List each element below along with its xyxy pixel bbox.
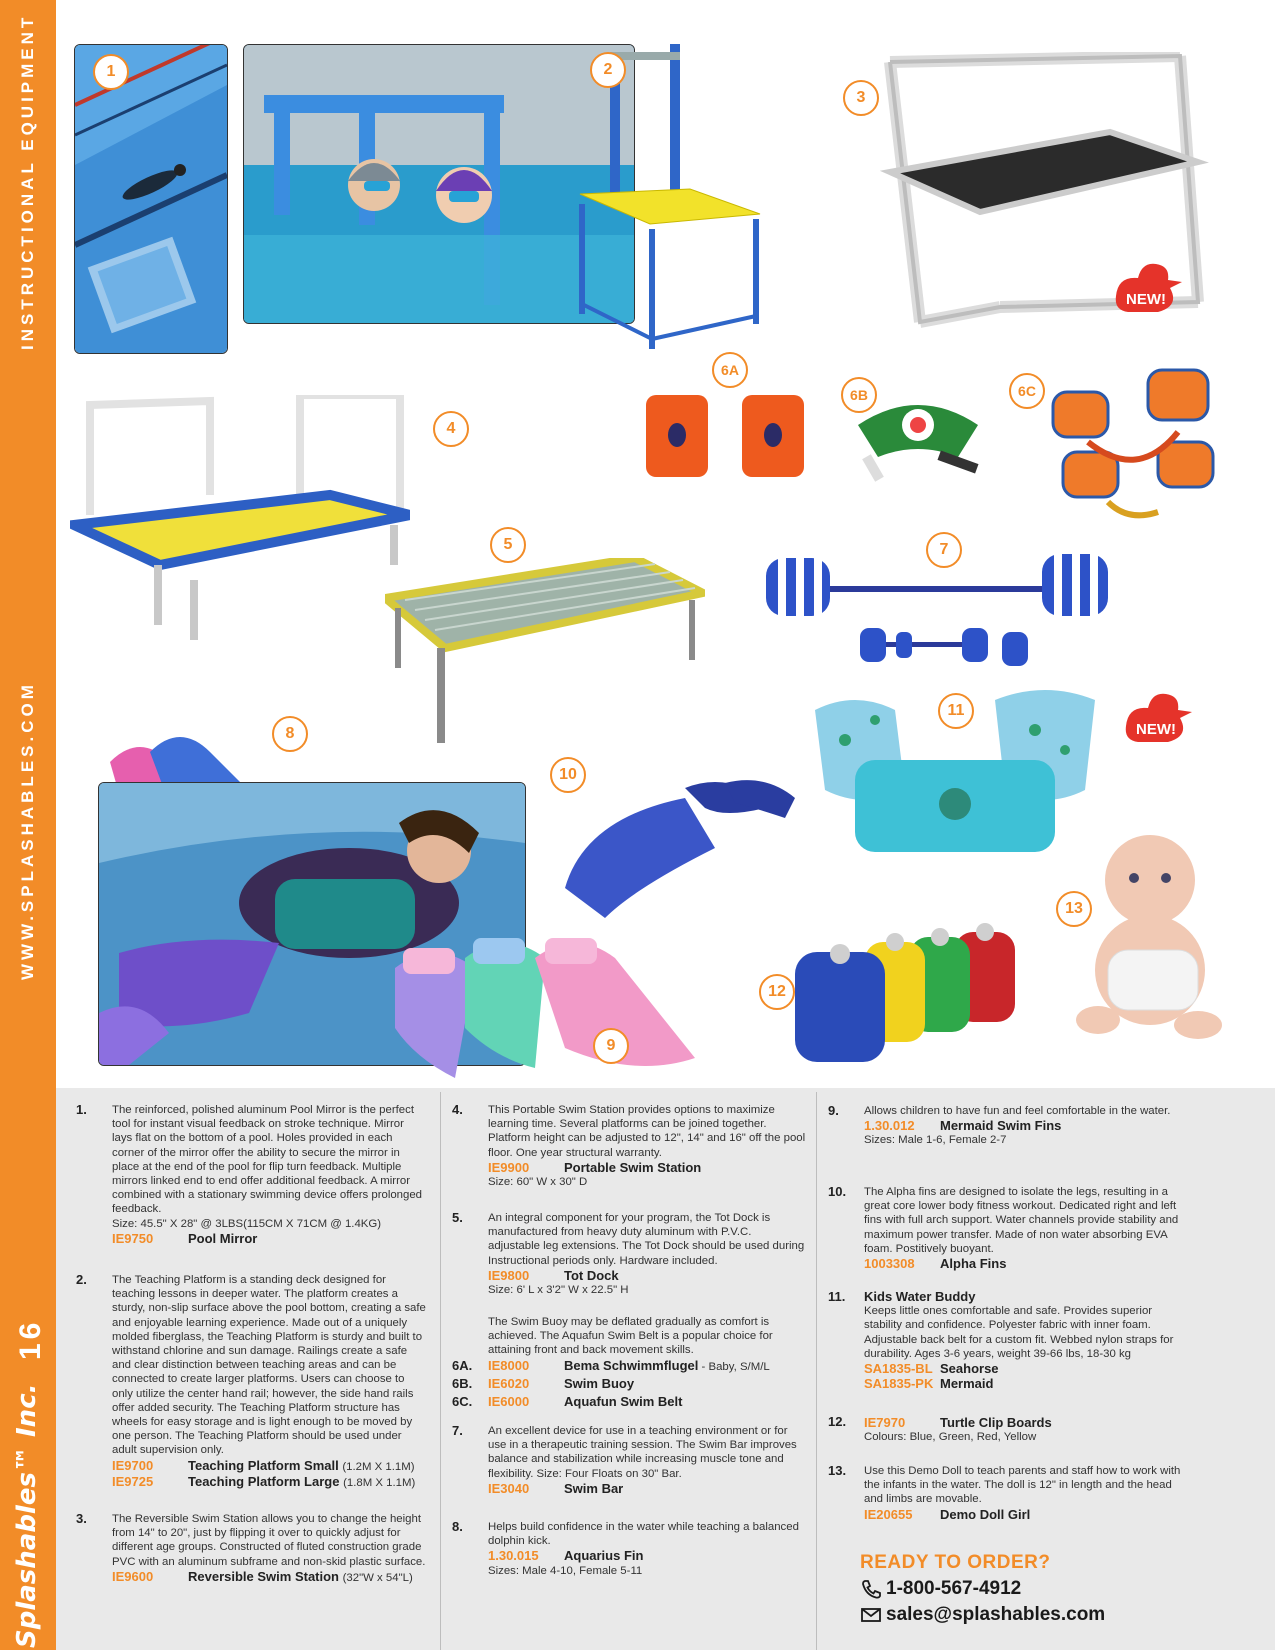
section-title: INSTRUCTIONAL EQUIPMENT (18, 13, 37, 350)
badge-2: 2 (590, 52, 626, 88)
item-title: Kids Water Buddy (864, 1289, 976, 1304)
item-description: Use this Demo Doll to teach parents and staff how to work with the infants in the water. The doll is 12" in length and the head and limbs are movable. (864, 1465, 1181, 1506)
item-number: 5. (452, 1210, 463, 1225)
product-sizes: - Baby, S/M/L (698, 1360, 770, 1373)
product-code: IE9600 (112, 1568, 154, 1584)
item-5 (452, 1211, 806, 1297)
badge-5: 5 (490, 527, 526, 563)
badge-6b: 6B (841, 377, 877, 413)
item-number: 12. (828, 1414, 847, 1429)
product-name: Teaching Platform Large (188, 1473, 340, 1489)
product-code: IE9700 (112, 1457, 154, 1473)
item-description: Helps build confidence in the water while teaching a balanced dolphin kick. (488, 1521, 799, 1548)
product-code: 1.30.012 (864, 1118, 915, 1134)
product-name: Swim Buoy (564, 1375, 635, 1391)
product-name: Reversible Swim Station (188, 1568, 339, 1584)
item-description: An integral component for your program, the Tot Dock is manufactured from heavy duty aluminum with P.V.C. adjustable leg extensions. The Tot Dock should be used during Instructional periods only. Hardware included. (488, 1212, 805, 1267)
item-number: 2. (76, 1272, 87, 1287)
product-code: SA1835-PK (864, 1376, 934, 1392)
badge-6a: 6A (712, 352, 748, 388)
item-description: This Portable Swim Station provides options to maximize learning time. Several platforms can be joined together. Platform height can be adjusted to 12", 14" and 16" off the pool floor. One year structural warranty. (488, 1104, 806, 1159)
order-email[interactable] (860, 1604, 1105, 1626)
product-dimensions: (32"W x 54"L) (342, 1571, 413, 1584)
item-number: 8. (452, 1519, 463, 1534)
new-label: NEW! (1136, 721, 1176, 738)
bema-schwimmflugel-image (644, 385, 814, 485)
item-4 (452, 1103, 806, 1189)
order-heading: READY TO ORDER? (860, 1552, 1051, 1573)
item-size: Sizes: Male 4-10, Female 5-11 (488, 1564, 643, 1577)
product-name: Mermaid (940, 1376, 994, 1392)
item-7 (452, 1424, 806, 1496)
badge-9: 9 (593, 1028, 629, 1064)
product-code: IE9750 (112, 1230, 154, 1246)
item-description: The reinforced, polished aluminum Pool Mirror is the perfect tool for instant visual feedback on stroke technique. Mirror lays flat on the bottom of a pool. Holes provided in each corner of the mirror offer the ability to secure the mirror in place at the end of the pool for flip turn feedback. Multiple mirrors linked end to end offer additional feedback. A mirror combined with a stationary swimming device offers prolonged feedback. (112, 1104, 423, 1216)
item-size: Sizes: Male 1-6, Female 2-7 (864, 1134, 1007, 1147)
product-code: 1.30.015 (488, 1548, 539, 1564)
item-number: 9. (828, 1103, 839, 1118)
badge-3: 3 (843, 80, 879, 116)
badge-1: 1 (93, 54, 129, 90)
product-code: 1003308 (864, 1256, 915, 1272)
website-link[interactable]: WWW.SPLASHABLES.COM (18, 681, 37, 980)
item-size: Size: 45.5" X 28" @ 3LBS(115CM X 71CM @ 1.4KG) (112, 1217, 382, 1230)
aquafun-swim-belt-image (1048, 362, 1226, 524)
item-number: 13. (828, 1463, 847, 1478)
item-size: Size: 60" W x 30" D (488, 1176, 588, 1189)
product-code: SA1835-BL (864, 1361, 933, 1377)
portable-swim-station-image (70, 395, 410, 645)
item-number: 7. (452, 1423, 463, 1438)
item-1 (76, 1103, 426, 1246)
product-code: IE9725 (112, 1473, 154, 1489)
ready-to-order (860, 1552, 1105, 1626)
product-name: Swim Bar (564, 1480, 624, 1496)
product-name: Aquafun Swim Belt (564, 1393, 683, 1409)
new-duck-icon (1118, 684, 1198, 746)
badge-11: 11 (938, 693, 974, 729)
item-number: 11. (828, 1289, 846, 1304)
product-code: IE8000 (488, 1357, 530, 1373)
item-number: 6B. (452, 1375, 473, 1391)
product-name: Aquarius Fin (564, 1548, 644, 1564)
badge-12: 12 (759, 974, 795, 1010)
product-code: IE9800 (488, 1267, 530, 1283)
product-name: Pool Mirror (188, 1230, 258, 1246)
product-dimensions: (1.8M X 1.1M) (343, 1476, 416, 1489)
email-address[interactable]: sales@splashables.com (886, 1604, 1106, 1625)
item-description: Keeps little ones comfortable and safe. Provides superior stability and confidence. Polyester fabric with inner foam. Adjustable back belt for a custom fit. Webbed nylon straps for durability. Ages 3-6 years, weight 39-66 lbs, 18-30 kg (864, 1305, 1174, 1360)
page-number: 16 (14, 1318, 47, 1360)
product-name: Bema Schwimmflugel (564, 1357, 699, 1373)
badge-8: 8 (272, 716, 308, 752)
item-11 (828, 1290, 1188, 1391)
demo-doll-image (1068, 830, 1228, 1050)
pool-mirror-photo (74, 44, 228, 354)
alpha-fins-image (565, 778, 795, 918)
product-code: IE7970 (864, 1415, 906, 1430)
item-10 (828, 1185, 1188, 1271)
item-9 (828, 1104, 1188, 1148)
item-number: 6C. (452, 1393, 473, 1409)
item-3 (76, 1512, 426, 1585)
product-code: IE20655 (864, 1506, 913, 1522)
product-name: Turtle Clip Boards (940, 1415, 1052, 1430)
product-name: Alpha Fins (940, 1256, 1007, 1272)
item-13 (828, 1464, 1188, 1522)
product-code: IE3040 (488, 1480, 530, 1496)
product-name: Teaching Platform Small (188, 1457, 339, 1473)
product-name: Mermaid Swim Fins (940, 1118, 1062, 1134)
email-icon (860, 1605, 882, 1625)
product-code: IE9900 (488, 1159, 530, 1175)
product-name: Seahorse (940, 1361, 999, 1377)
product-dimensions: (1.2M X 1.1M) (342, 1460, 415, 1473)
product-name: Tot Dock (564, 1267, 619, 1283)
order-phone[interactable] (860, 1578, 1105, 1600)
column-divider (440, 1092, 441, 1650)
new-label: NEW! (1126, 291, 1166, 308)
product-name: Demo Doll Girl (940, 1506, 1031, 1522)
new-duck-icon (1108, 254, 1188, 316)
badge-7: 7 (926, 532, 962, 568)
item-description: Allows children to have fun and feel comfortable in the water. (864, 1105, 1171, 1117)
item-description: The Reversible Swim Station allows you to change the height from 14" to 20", just by flipping it over to quickly adjust for different age groups. Constructed of fluted construction grade PVC with an aluminum subframe and non-skid plastic surface. (112, 1513, 426, 1568)
item-description: An excellent device for use in a teaching environment or for use in a therapeutic training session. The Swim Bar improves balance and stabilization while increasing muscle tone and flexibility. Size: Four Floats on 30" Bar. (488, 1425, 797, 1480)
item-number: 1. (76, 1102, 87, 1117)
item-colours: Colours: Blue, Green, Red, Yellow (864, 1431, 1037, 1444)
item-size: Size: 6' L x 3'2" W x 22.5" H (488, 1284, 629, 1297)
badge-4: 4 (433, 411, 469, 447)
column-divider (816, 1092, 817, 1650)
product-code: IE6020 (488, 1375, 530, 1391)
turtle-clip-boards-image (795, 912, 1025, 1062)
badge-6c: 6C (1009, 373, 1045, 409)
item-description: The Teaching Platform is a standing deck designed for teaching lessons in deeper water. The platform creates a sturdy, non-slip surface above the pool bottom, creating a safe and enjoyable learning experience. Made out of a uniquely molded fiberglass, the Teaching Platform is sturdy and built to withstand chlorine and sun damage. Railings create a safe and clear distinction between teaching areas and can be connected to create larger platforms. Users can choose to only utilize the center hand rail; however, the side hand rails offer added security. The Teaching Platform structure has wheels for easy storage and is light enough to be moved by one person. The Teaching Platform should be used under adult supervision only. (112, 1274, 426, 1457)
item-description: The Alpha fins are designed to isolate the legs, resulting in a great core lower body fitness workout. Dedicated right and left fins with full arch support. Water channels provide stability and maximum power transfer. Made of non water absorbing EVA foam. Postitively buoyant. (864, 1186, 1179, 1255)
phone-icon (860, 1579, 882, 1599)
item-6 (452, 1315, 806, 1412)
item-number: 10. (828, 1184, 847, 1199)
item-description: The Swim Buoy may be deflated gradually as comfort is achieved. The Aquafun Swim Belt is a popular choice for attaining front and back movement skills. (488, 1316, 773, 1357)
product-code: IE6000 (488, 1393, 530, 1409)
badge-10: 10 (550, 757, 586, 793)
item-number: 3. (76, 1511, 87, 1526)
product-name: Portable Swim Station (564, 1159, 702, 1175)
tot-dock-image (385, 558, 705, 748)
item-12 (828, 1415, 1188, 1444)
teaching-platform-product (560, 44, 810, 354)
mermaid-swim-fins-image (395, 918, 695, 1078)
item-number: 4. (452, 1102, 463, 1117)
brand-logo: Splashables™ Inc. (12, 1383, 42, 1648)
item-number: 6A. (452, 1357, 473, 1373)
phone-number[interactable]: 1-800-567-4912 (886, 1578, 1022, 1599)
item-2 (76, 1273, 426, 1490)
item-8 (452, 1520, 806, 1578)
badge-13: 13 (1056, 891, 1092, 927)
